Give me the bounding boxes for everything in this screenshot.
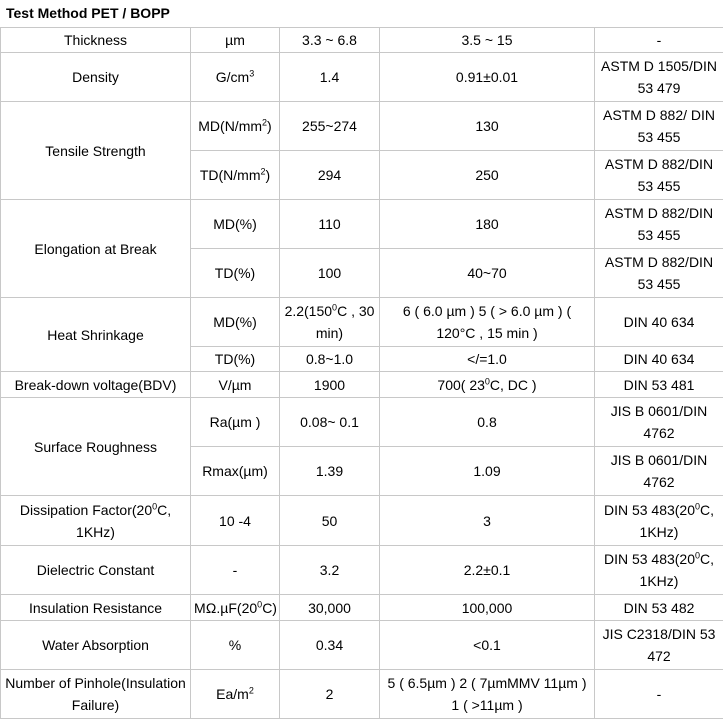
table-row (1, 621, 723, 670)
unit-cell (191, 53, 280, 102)
method-cell: ASTM D 882/DIN 53 455 (595, 200, 723, 249)
method-text: DIN 53 483(20 (603, 501, 696, 518)
method-superscript: 0 (695, 500, 701, 511)
table-row (1, 53, 723, 102)
property-cell: Dielectric Constant (1, 546, 191, 595)
unit-superscript: 3 (249, 68, 255, 79)
property-cell: Number of Pinhole(Insulation Failure) (1, 670, 191, 719)
bopp-value-cell: 2.2±0.1 (380, 546, 595, 595)
unit-text: TD(N/mm (199, 167, 261, 183)
table-row (1, 372, 723, 398)
unit-cell: 10 -4 (191, 496, 280, 546)
bopp-value-cell: 0.91±0.01 (380, 53, 595, 102)
unit-cell: TD(%) (191, 249, 280, 298)
method-cell: - (595, 670, 723, 719)
bopp-value-cell (380, 372, 595, 398)
table-row (1, 595, 723, 621)
pet-value-cell: 3.3 ~ 6.8 (280, 28, 380, 53)
pet-value-cell: 3.2 (280, 546, 380, 595)
bopp-value-cell: 100,000 (380, 595, 595, 621)
property-cell: Heat Shrinkage (1, 298, 191, 372)
table-row (1, 102, 723, 151)
method-cell: ASTM D 882/DIN 53 455 (595, 249, 723, 298)
property-cell: Thickness (1, 28, 191, 53)
table-title: Test Method PET / BOPP (6, 5, 170, 21)
value-text: 700( 23 (437, 376, 485, 393)
table-row (1, 496, 723, 546)
property-text: Dissipation Factor(20 (19, 501, 153, 518)
pet-value-cell: 0.34 (280, 621, 380, 670)
unit-text-end: ) (267, 118, 272, 134)
method-cell: JIS C2318/DIN 53 472 (595, 621, 723, 670)
table-row (1, 28, 723, 53)
bopp-value-cell: 3.5 ~ 15 (380, 28, 595, 53)
unit-superscript: 2 (248, 685, 254, 696)
unit-text-end: C) (262, 599, 277, 616)
pet-value-cell: 1900 (280, 372, 380, 398)
pet-value-cell: 0.08~ 0.1 (280, 398, 380, 447)
property-cell: Surface Roughness (1, 398, 191, 496)
bopp-value-cell: 6 ( 6.0 µm ) 5 ( > 6.0 µm ) ( 120°C , 15 min ) (380, 298, 595, 347)
method-cell: ASTM D 882/ DIN 53 455 (595, 102, 723, 151)
unit-cell (191, 151, 280, 200)
unit-cell: Ra(µm ) (191, 398, 280, 447)
method-cell (595, 496, 723, 546)
unit-cell: MD(%) (191, 200, 280, 249)
pet-value-cell: 1.39 (280, 447, 380, 496)
property-cell: Tensile Strength (1, 102, 191, 200)
unit-cell: - (191, 546, 280, 595)
unit-superscript: 0 (257, 598, 263, 609)
table-row (1, 200, 723, 249)
value-text-end: C , 30 min) (315, 303, 375, 341)
unit-text-end: ) (265, 167, 271, 183)
unit-cell: TD(%) (191, 347, 280, 372)
method-text: DIN 53 483(20 (603, 551, 696, 567)
pet-value-cell: 1.4 (280, 53, 380, 102)
value-text-end: C, DC ) (489, 376, 537, 393)
unit-text: MD(N/mm (198, 118, 263, 134)
pet-value-cell: 110 (280, 200, 380, 249)
method-text-end: C, 1KHz) (639, 551, 715, 589)
bopp-value-cell: 3 (380, 496, 595, 546)
spec-table (0, 27, 723, 719)
pet-value-cell: 100 (280, 249, 380, 298)
bopp-value-cell: 5 ( 6.5µm ) 2 ( 7µmMMV 11µm ) 1 ( >11µm ) (380, 670, 595, 719)
method-superscript: 0 (695, 550, 701, 561)
unit-superscript: 2 (262, 117, 268, 128)
unit-text: G/cm (215, 69, 250, 85)
unit-cell: MD(%) (191, 298, 280, 347)
pet-value-cell (280, 298, 380, 347)
pet-value-cell: 294 (280, 151, 380, 200)
property-cell: Break-down voltage(BDV) (1, 372, 191, 398)
bopp-value-cell: 180 (380, 200, 595, 249)
bopp-value-cell: 1.09 (380, 447, 595, 496)
pet-value-cell: 50 (280, 496, 380, 546)
value-superscript: 0 (332, 302, 338, 313)
property-cell: Insulation Resistance (1, 595, 191, 621)
property-text-end: C, 1KHz) (76, 501, 172, 540)
method-cell: DIN 53 482 (595, 595, 723, 621)
method-cell (595, 546, 723, 595)
unit-cell: V/µm (191, 372, 280, 398)
pet-value-cell: 0.8~1.0 (280, 347, 380, 372)
value-text: 2.2(150 (284, 303, 333, 319)
table-row (1, 398, 723, 447)
unit-cell (191, 102, 280, 151)
property-cell: Elongation at Break (1, 200, 191, 298)
bopp-value-cell: <0.1 (380, 621, 595, 670)
bopp-value-cell: 40~70 (380, 249, 595, 298)
unit-cell: µm (191, 28, 280, 53)
unit-text: Ea/m (216, 686, 249, 702)
property-cell: Density (1, 53, 191, 102)
unit-superscript: 2 (260, 166, 266, 177)
property-cell (1, 496, 191, 546)
method-cell: - (595, 28, 723, 53)
method-cell: JIS B 0601/DIN 4762 (595, 398, 723, 447)
bopp-value-cell: </=1.0 (380, 347, 595, 372)
unit-cell: % (191, 621, 280, 670)
method-cell: JIS B 0601/DIN 4762 (595, 447, 723, 496)
method-cell: ASTM D 882/DIN 53 455 (595, 151, 723, 200)
method-cell: ASTM D 1505/DIN 53 479 (595, 53, 723, 102)
unit-cell (191, 670, 280, 719)
table-row (1, 670, 723, 719)
bopp-value-cell: 130 (380, 102, 595, 151)
unit-cell: Rmax(µm) (191, 447, 280, 496)
bopp-value-cell: 0.8 (380, 398, 595, 447)
value-superscript: 0 (484, 375, 490, 386)
pet-value-cell: 30,000 (280, 595, 380, 621)
pet-value-cell: 2 (280, 670, 380, 719)
method-cell: DIN 40 634 (595, 298, 723, 347)
method-text-end: C, 1KHz) (639, 501, 715, 540)
method-cell: DIN 53 481 (595, 372, 723, 398)
pet-value-cell: 255~274 (280, 102, 380, 151)
table-row (1, 546, 723, 595)
property-cell: Water Absorption (1, 621, 191, 670)
table-row (1, 298, 723, 347)
property-superscript: 0 (152, 500, 158, 511)
unit-text: MΩ.µF(20 (194, 599, 258, 616)
bopp-value-cell: 250 (380, 151, 595, 200)
method-cell: DIN 40 634 (595, 347, 723, 372)
unit-cell (191, 595, 280, 621)
